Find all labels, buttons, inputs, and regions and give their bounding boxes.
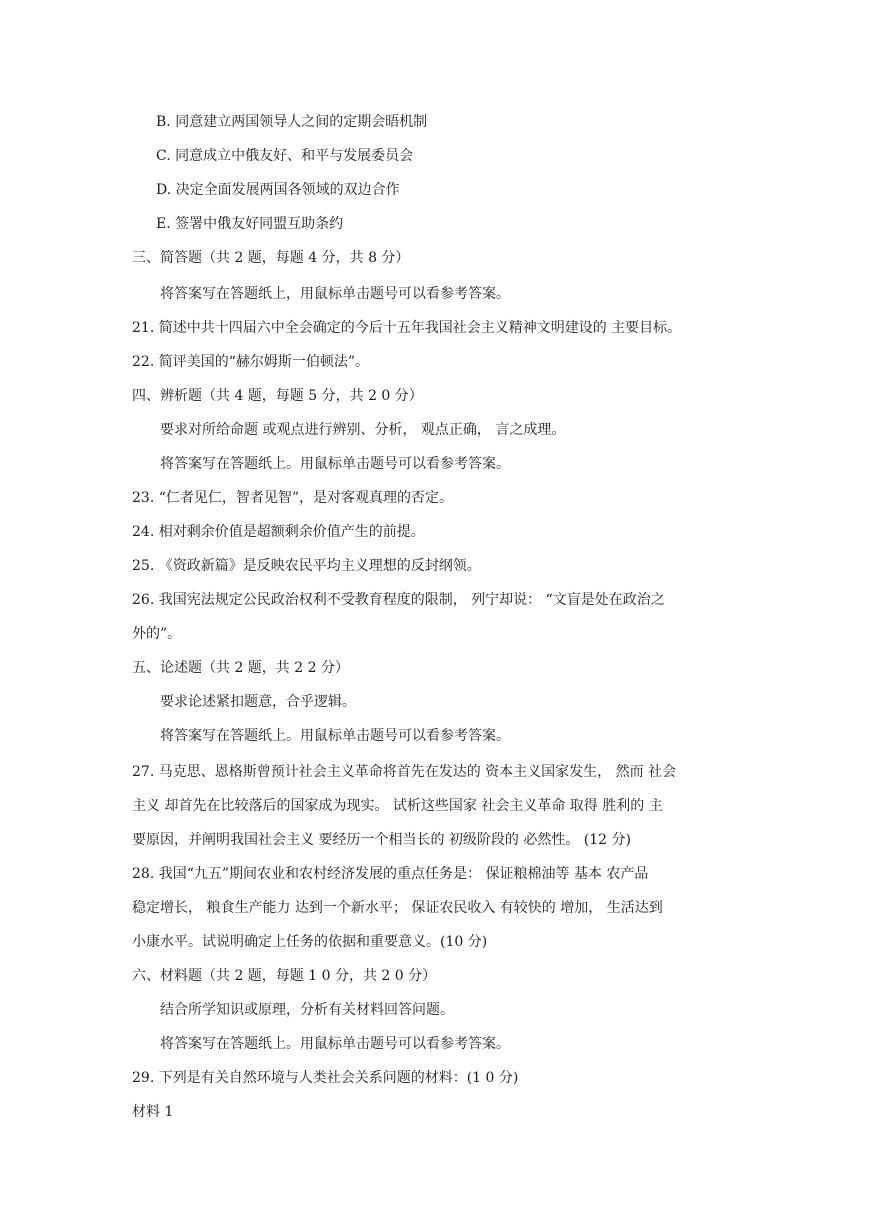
section-5-title: 五、论述题（共 2 题，共 2 2 分） <box>132 660 349 676</box>
question-27-line-2: 主义 却首先在比较落后的国家成为现实。 试析这些国家 社会主义革命 取得 胜利的 主 <box>132 798 663 814</box>
option-b: B. 同意建立两国领导人之间的定期会晤机制 <box>156 114 428 130</box>
option-d: D. 决定全面发展两国各领域的双边合作 <box>156 182 400 198</box>
question-24[interactable]: 24. 相对剩余价值是超额剩余价值产生的前提。 <box>132 524 425 540</box>
question-28-line-3: 小康水平。试说明确定上任务的依据和重要意义。(10 分) <box>132 934 488 950</box>
question-26-line-1[interactable]: 26. 我国宪法规定公民政治权利不受教育程度的限制， 列宁却说： “文盲是处在政治之 <box>132 592 665 608</box>
section-6-requirement: 结合所学知识或原理，分析有关材料回答问题。 <box>160 1002 454 1018</box>
section-4-requirement: 要求对所给命题 或观点进行辨别、分析， 观点正确， 言之成理。 <box>160 422 566 438</box>
section-6-title: 六、材料题（共 2 题，每题 1 0 分，共 2 0 分） <box>132 968 437 984</box>
question-23[interactable]: 23. “仁者见仁，智者见智”，是对客观真理的否定。 <box>132 490 454 506</box>
section-4-instruction: 将答案写在答题纸上。用鼠标单击题号可以看参考答案。 <box>160 456 510 472</box>
option-c: C. 同意成立中俄友好、和平与发展委员会 <box>156 148 414 164</box>
section-3-instruction: 将答案写在答题纸上，用鼠标单击题号可以看参考答案。 <box>160 286 510 302</box>
section-5-instruction: 将答案写在答题纸上。用鼠标单击题号可以看参考答案。 <box>160 728 510 744</box>
question-26-line-2: 外的”。 <box>132 626 182 642</box>
question-25[interactable]: 25. 《资政新篇》是反映农民平均主义理想的反封纲领。 <box>132 558 481 574</box>
question-29[interactable]: 29. 下列是有关自然环境与人类社会关系问题的材料：(1 0 分) <box>132 1070 519 1086</box>
section-6-instruction: 将答案写在答题纸上。用鼠标单击题号可以看参考答案。 <box>160 1036 510 1052</box>
section-3-title: 三、简答题（共 2 题，每题 4 分，共 8 分） <box>132 250 410 266</box>
question-28-line-1[interactable]: 28. 我国“九五”期间农业和农村经济发展的重点任务是： 保证粮棉油等 基本 农产品 <box>132 866 649 882</box>
option-e: E. 签署中俄友好同盟互助条约 <box>156 216 344 232</box>
question-21[interactable]: 21. 简述中共十四届六中全会确定的今后十五年我国社会主义精神文明建设的 主要目标。 <box>132 320 682 336</box>
question-27-line-1[interactable]: 27. 马克思、恩格斯曾预计社会主义革命将首先在发达的 资本主义国家发生， 然而 社会 <box>132 764 677 780</box>
question-28-line-2: 稳定增长， 粮食生产能力 达到一个新水平； 保证农民收入 有较快的 增加， 生活达到 <box>132 900 663 916</box>
section-4-title: 四、辨析题（共 4 题，每题 5 分，共 2 0 分） <box>132 388 423 404</box>
material-1-label: 材料 1 <box>132 1104 174 1120</box>
section-5-requirement: 要求论述紧扣题意，合乎逻辑。 <box>160 694 356 710</box>
question-22[interactable]: 22. 简评美国的“赫尔姆斯一伯顿法”。 <box>132 354 370 370</box>
question-27-line-3: 要原因，并阐明我国社会主义 要经历一个相当长的 初级阶段的 必然性。 (12 分) <box>132 832 631 848</box>
